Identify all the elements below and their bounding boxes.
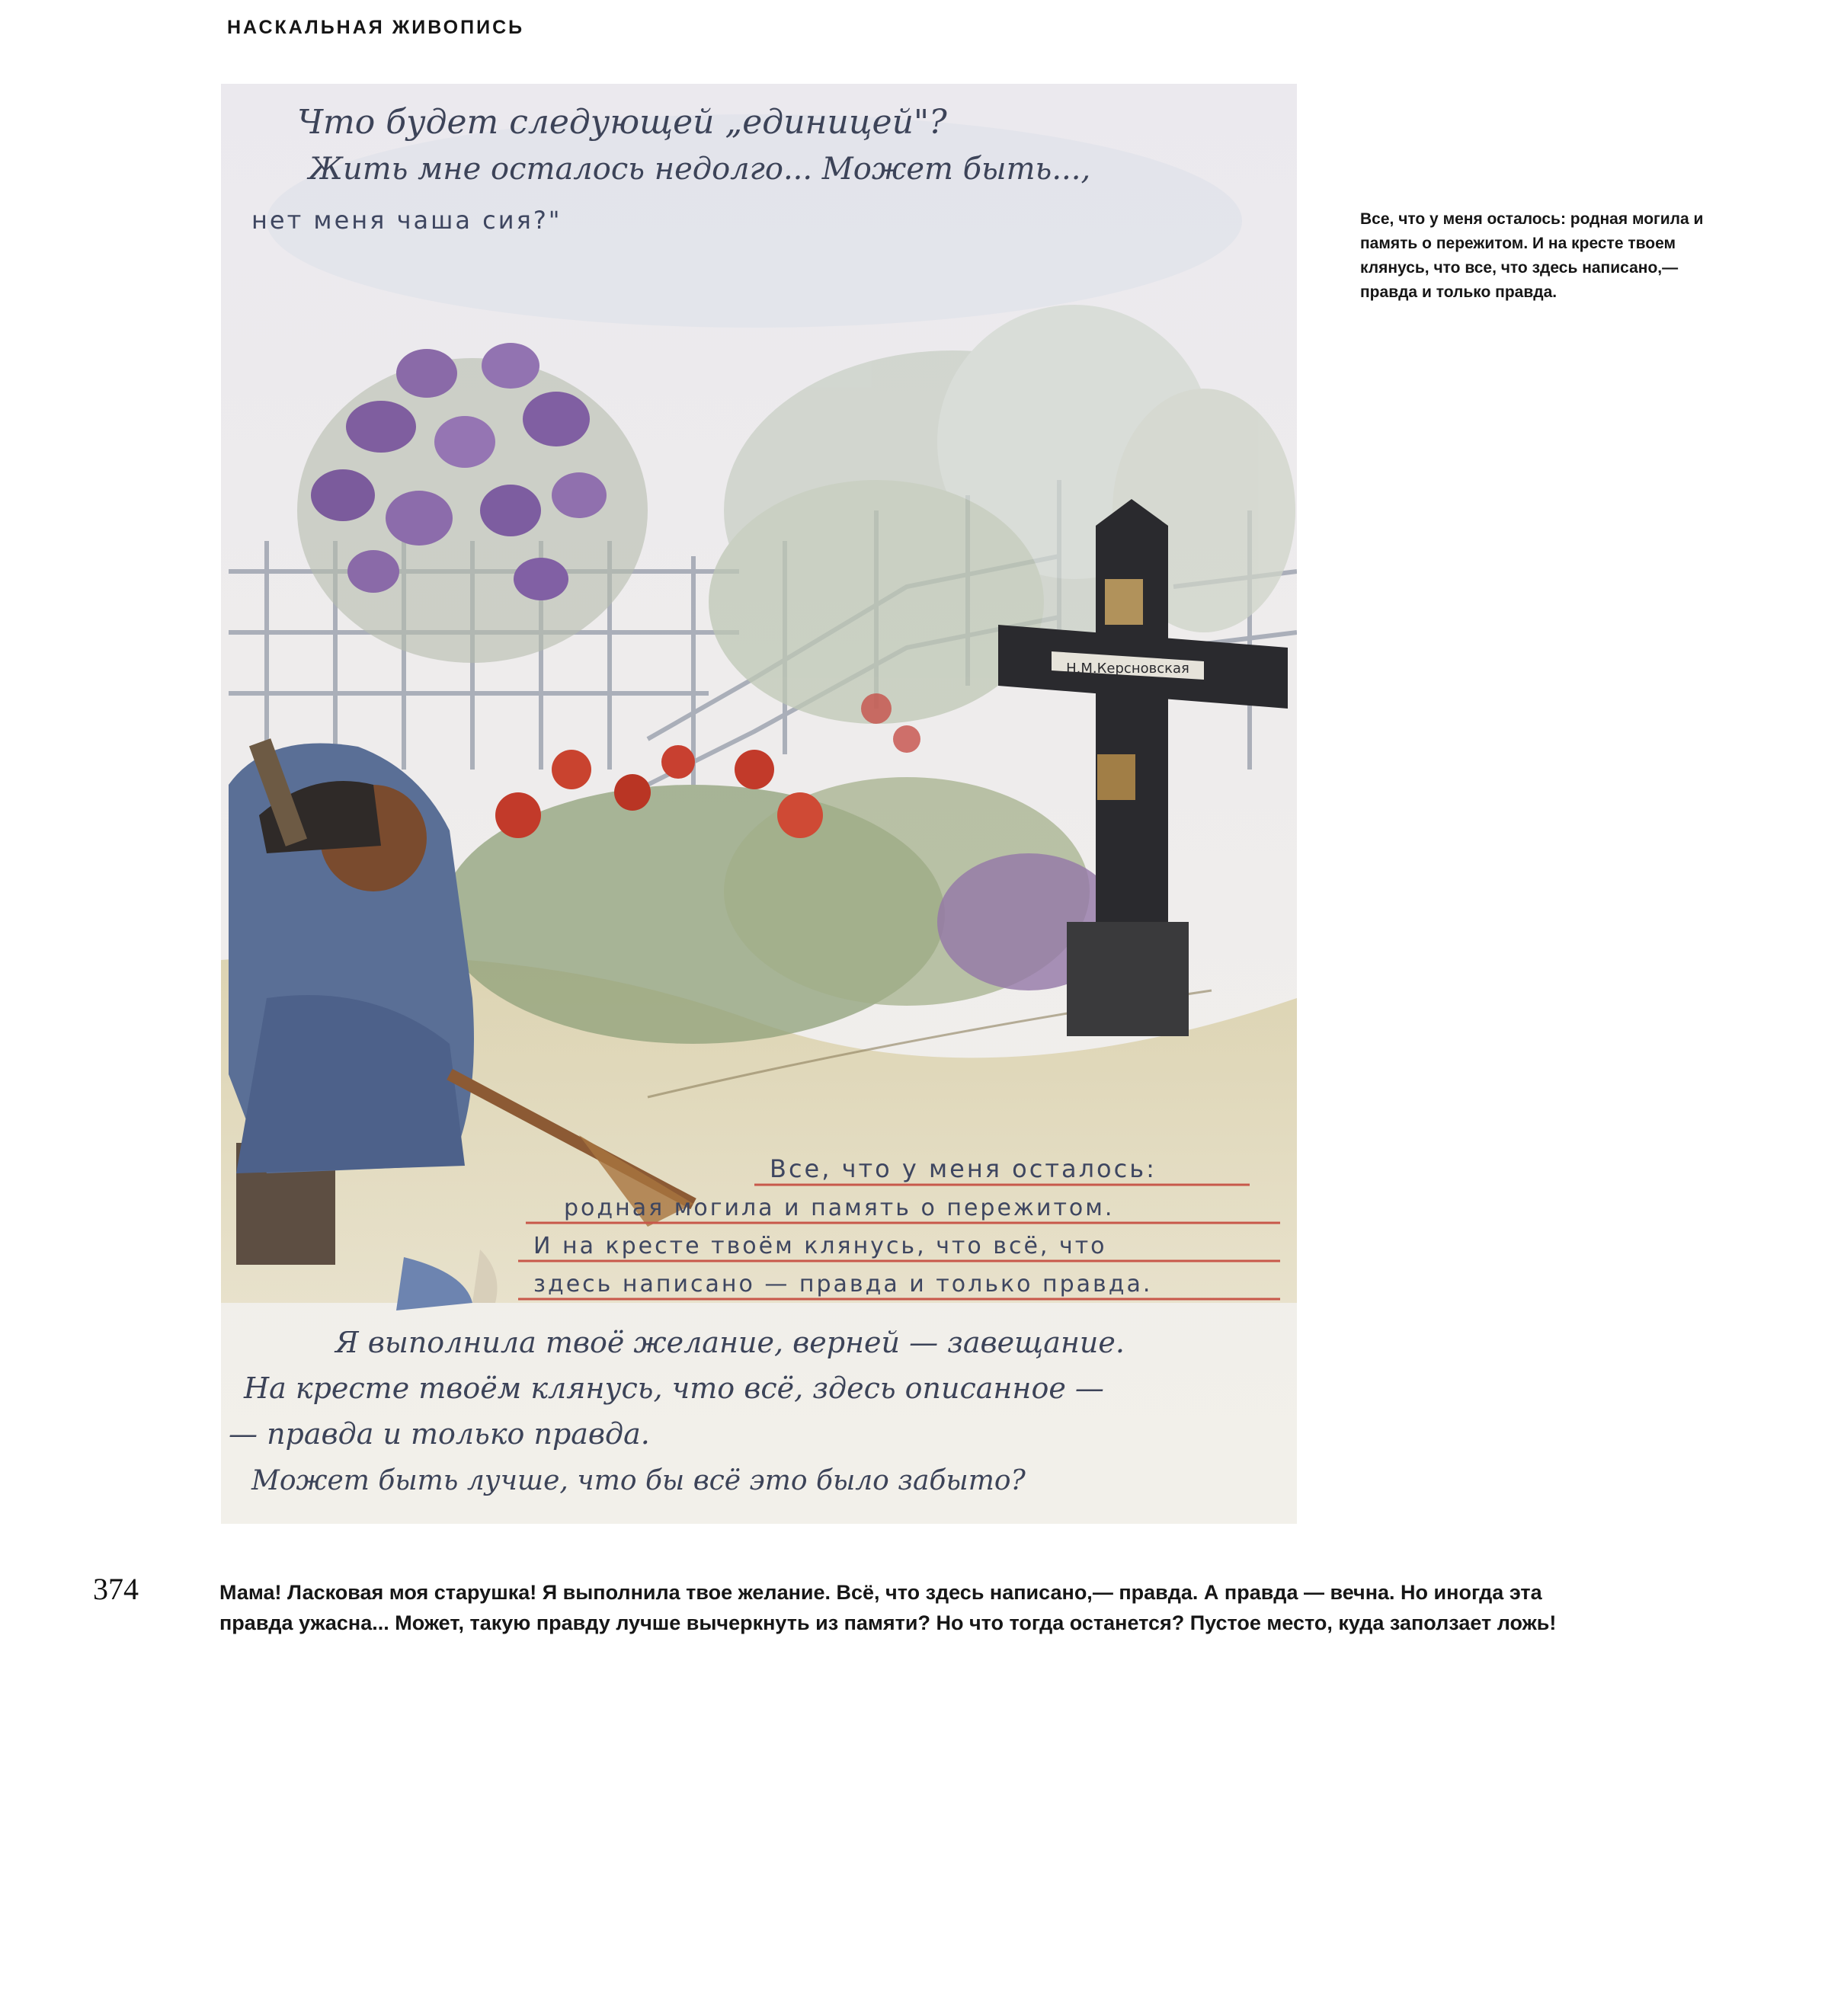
side-caption: Все, что у меня осталось: родная могила и память о пережитом. И на кресте твоем клянусь, что все, что здесь написано,— правда и только правда. [1360, 210, 1704, 301]
svg-text:Жить мне осталось недолго... М: Жить мне осталось недолго... Может быть..., [309, 152, 1091, 187]
cross-plaque-text: Н.М.Керсновская [1066, 661, 1189, 677]
svg-text:Что будет следующей „единицей": Что будет следующей „единицей"? [297, 103, 947, 142]
svg-text:И на кресте твоём клянусь, что: И на кресте твоём клянусь, что всё, что [533, 1233, 1107, 1259]
svg-text:здесь написано — правда и толь: здесь написано — правда и только правда. [533, 1271, 1153, 1298]
svg-text:На кресте твоём клянусь, что в: На кресте твоём клянусь, что всё, здесь описанное — [244, 1371, 1104, 1405]
page-number: 374 [93, 1572, 139, 1606]
grave-illustration [221, 84, 1297, 1524]
svg-text:Я выполнила твоё желание, верн: Я выполнила твоё желание, верней — завещание. [335, 1326, 1125, 1359]
bottom-caption: Мама! Ласковая моя старушка! Я выполнила твое желание. Всё, что здесь написано,— правда. А правда — вечна. Но иногда эта правда ужасна... Может, такую правду лучше вычеркнуть из памяти? Но что тогда останется? Пустое место, куда заползает ложь! [219, 1581, 1557, 1634]
svg-text:Все, что у меня осталось:: Все, что у меня осталось: [770, 1154, 1157, 1183]
svg-text:Может быть лучше, что бы всё э: Может быть лучше, что бы всё это было забыто? [251, 1465, 1026, 1496]
running-title: НАСКАЛЬНАЯ ЖИВОПИСЬ [227, 17, 525, 38]
svg-text:— правда и только правда.: — правда и только правда. [229, 1417, 650, 1451]
svg-text:нет меня чаша сия?": нет меня чаша сия?" [251, 206, 562, 235]
svg-text:родная могила и память о переж: родная могила и память о пережитом. [564, 1195, 1115, 1221]
